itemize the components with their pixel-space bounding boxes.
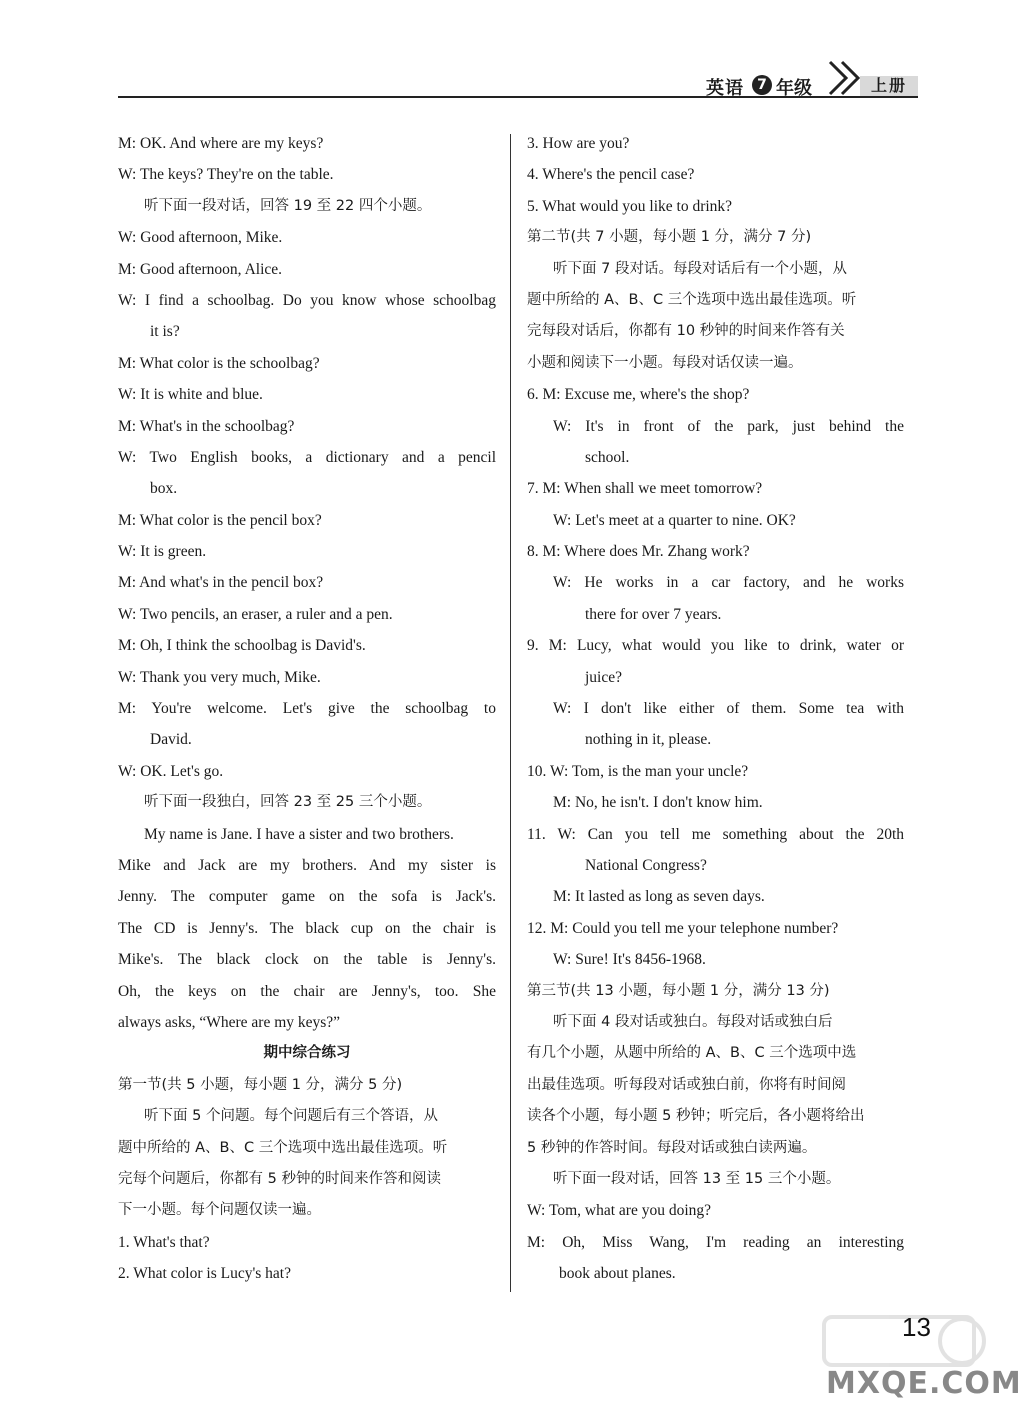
section-instruction: 听下面一段对话，回答 13 至 15 三个小题。 [553,1170,841,1187]
dialog-line: W: Two pencils, an eraser, a ruler and a pen. [118,605,393,623]
instruction-line: 出最佳选项。听每段对话或独白前，你将有时间阅 [527,1076,846,1093]
dialog-line: W: Thank you very much, Mike. [118,668,321,686]
dialog-line: W: He works in a car factory, and he works [553,574,904,592]
dialog-item: 10. W: Tom, is the man your uncle? [527,762,749,780]
instruction-line: 听下面 4 段对话或独白。每段对话或独白后 [553,1013,833,1030]
question-item: 5. What would you like to drink? [527,197,733,215]
watermark-site-text: MXQE.COM [826,1366,1022,1401]
dialog-line: M: You're welcome. Let's give the schoolbag to [118,700,496,718]
dialog-line: W: I don't like either of them. Some tea with [553,700,904,718]
question-item: 2. What color is Lucy's hat? [118,1265,291,1283]
dialog-line: M: It lasted as long as seven days. [553,888,765,906]
dialog-line: M: What color is the pencil box? [118,511,322,529]
right-column [527,128,904,1289]
dialog-line-continued: school. [585,448,630,466]
instruction-line: 完每段对话后，你都有 10 秒钟的时间来作答有关 [527,323,845,340]
dialog-line-continued: book about planes. [559,1265,676,1283]
dialog-line: W: Good afternoon, Mike. [118,229,283,247]
dialog-line-continued: David. [150,731,192,749]
instruction-line: 题中所给的 A、B、C 三个选项中选出最佳选项。听 [527,291,857,308]
instruction-line: 题中所给的 A、B、C 三个选项中选出最佳选项。听 [118,1139,448,1156]
instruction-line: 完每个问题后，你都有 5 秒钟的时间来作答和阅读 [118,1170,441,1187]
dialog-line: W: Tom, what are you doing? [527,1202,712,1220]
header-grade: 年级 [776,78,812,99]
part-heading: 第三节(共 13 小题，每小题 1 分，满分 13 分) [527,982,830,999]
header-subject: 英语 [706,78,744,99]
header-volume: 上册 [860,76,918,96]
question-item: 4. Where's the pencil case? [527,166,695,184]
dialog-line: W: Let's meet at a quarter to nine. OK? [553,511,796,529]
part-heading: 第二节(共 7 小题，每小题 1 分，满分 7 分) [527,229,812,246]
section-instruction: 听下面一段对话，回答 19 至 22 四个小题。 [144,197,432,214]
dialog-line: W: Sure! It's 8456-1968. [553,951,706,969]
left-column [118,128,496,1289]
dialog-item: 12. M: Could you tell me your telephone number? [527,919,839,937]
question-item: 3. How are you? [527,135,630,152]
dialog-line: M: Good afternoon, Alice. [118,260,283,278]
dialog-line-continued: juice? [585,668,623,686]
dialog-line: M: And what's in the pencil box? [118,574,324,592]
instruction-line: 小题和阅读下一小题。每段对话仅读一遍。 [527,354,803,371]
monologue-line: Mike and Jack are my brothers. And my sister is [118,856,496,874]
monologue-line: always asks, “Where are my keys?” [118,1013,341,1031]
grade-number-badge: 7 [752,75,772,95]
dialog-line: M: OK. And where are my keys? [118,135,324,152]
dialog-item: 11. W: Can you tell me something about the 20th [527,825,904,843]
instruction-line: 5 秒钟的作答时间。每段对话或独白读两遍。 [527,1139,817,1156]
dialog-line: W: OK. Let's go. [118,762,224,780]
dialog-line: M: No, he isn't. I don't know him. [553,794,763,812]
dialog-line: W: The keys? They're on the table. [118,166,334,184]
dialog-line-continued: there for over 7 years. [585,605,722,623]
page-number: 13 [902,1312,931,1342]
instruction-line: 读各个小题，每小题 5 秒钟；听完后，各小题将给出 [527,1108,865,1125]
monologue-line: Jenny. The computer game on the sofa is Jack's. [118,888,496,906]
header-rule [118,96,918,98]
section-instruction: 听下面一段独白，回答 23 至 25 三个小题。 [144,794,432,811]
dialog-line: M: Oh, I think the schoolbag is David's. [118,637,366,655]
dialog-line: W: Two English books, a dictionary and a pencil [118,448,496,466]
monologue-line: Mike's. The black clock on the table is Jenny's. [118,951,496,969]
instruction-line: 有几个小题，从题中所给的 A、B、C 三个选项中选 [527,1045,857,1062]
instruction-line: 听下面 7 段对话。每段对话后有一个小题，从 [553,260,847,277]
dialog-line: M: What color is the schoolbag? [118,354,320,372]
column-divider [510,134,511,1292]
dialog-item: 6. M: Excuse me, where's the shop? [527,386,750,404]
monologue-line: Oh, the keys on the chair are Jenny's, too. She [118,982,496,1000]
dialog-line: M: Oh, Miss Wang, I'm reading an interesting [527,1233,904,1251]
instruction-line: 听下面 5 个问题。每个问题后有三个答语，从 [144,1108,438,1125]
dialog-line: M: What's in the schoolbag? [118,417,295,435]
dialog-line: W: It is green. [118,543,207,561]
dialog-line: W: I find a schoolbag. Do you know whose schoolbag [118,291,496,309]
dialog-item: 8. M: Where does Mr. Zhang work? [527,543,750,561]
dialog-item: 7. M: When shall we meet tomorrow? [527,480,763,498]
dialog-line-continued: National Congress? [585,856,707,874]
dialog-line-continued: nothing in it, please. [585,731,712,749]
dialog-line-continued: it is? [150,323,180,341]
monologue-line: The CD is Jenny's. The black cup on the chair is [118,919,496,937]
question-item: 1. What's that? [118,1233,210,1251]
part-heading: 第一节(共 5 小题，每小题 1 分，满分 5 分) [118,1076,403,1093]
dialog-line: W: It's in front of the park, just behind the [553,417,904,435]
dialog-item: 9. M: Lucy, what would you like to drink, water or [527,637,904,655]
dialog-line: W: It is white and blue. [118,386,263,404]
dialog-line-continued: box. [150,480,178,498]
instruction-line: 下一小题。每个问题仅读一遍。 [118,1202,321,1219]
monologue-line: My name is Jane. I have a sister and two brothers. [144,825,454,843]
section-title: 期中综合练习 [263,1045,351,1062]
